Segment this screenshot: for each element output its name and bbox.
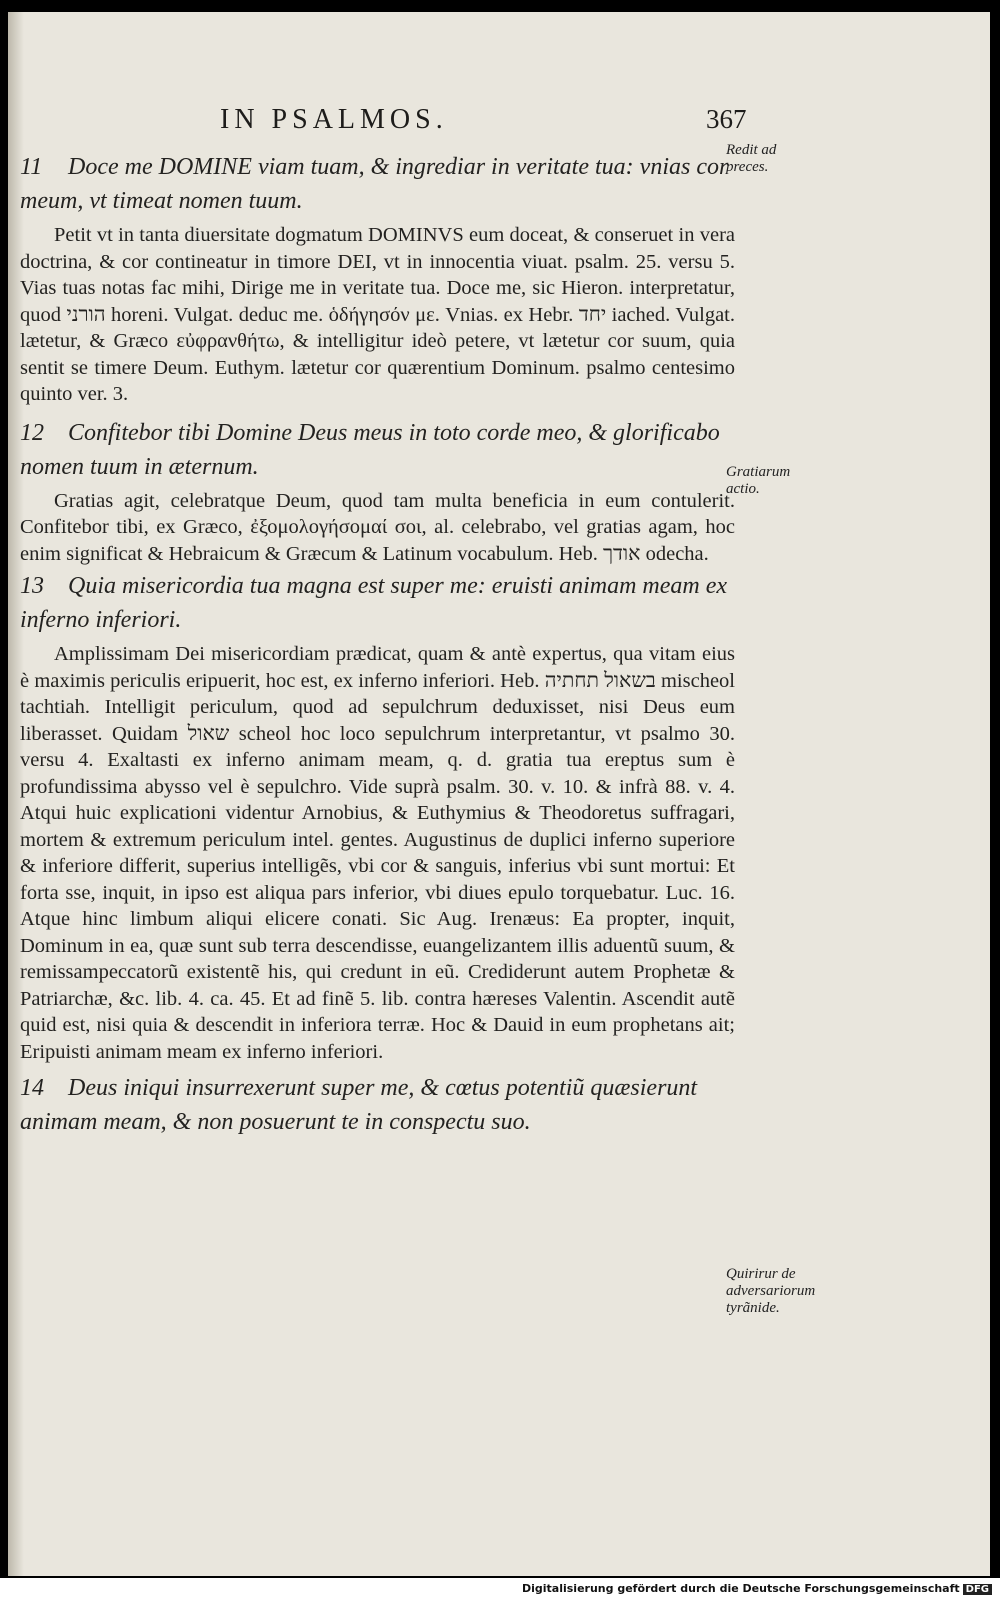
verse-11	[20, 150, 735, 218]
commentary-paragraph: Petit vt in tanta diuersitate dogmatum DOMINVS eum doceat, & conseruet in vera doctrina, & cor contineatur in timore DEI, vt in innocentia viuat. psalm. 25. versu 5. Vias tuas notas fac mihi, Dirige me in veritate tua. Doce me, sic Hieron. interpretatur, quod הורני horeni. Vulgat. deduc me. ὁδήγησόν με. Vnias. ex Hebr. יחד iached. Vulgat. lætetur, & Græco εὐφρανθήτω, & intelligitur ideò petere, vt lætetur cor suum, quia sentit se timere Deum. Euthym. lætetur cor quærentium Dominum. psalmo centesimo quinto ver. 3.	[20, 224, 736, 405]
verse-14	[20, 1071, 735, 1139]
verse-number: 14	[20, 1075, 44, 1101]
page-number: 367	[706, 104, 747, 134]
margin-note-quirirur: Quirirur de adversariorum tyrãnide.	[726, 1266, 816, 1316]
footer-bar	[0, 1578, 1000, 1601]
running-head: IN PSALMOS.	[220, 104, 448, 135]
margin-note-redit: Redit ad preces.	[726, 142, 777, 175]
verse-text: Deus iniqui insurrexerunt super me, & cœtus potentiũ quæsierunt animam meam, & non posuerunt te in conspectu suo.	[20, 1075, 698, 1135]
verse-number: 11	[20, 154, 43, 180]
verse-number: 12	[20, 419, 44, 446]
footer-credit	[522, 1582, 992, 1595]
commentary-paragraph: Amplissimam Dei misericordiam prædicat, quam & antè expertus, qua vitam eius è maximis periculis eripuerit, hoc est, ex inferno inferiori. Heb. בשאול תחתיה mischeol tachtiah. Intelligit periculum, quod ad sepulchrum deduxisset, nisi Deus eum liberasset. Quidam שאול scheol hoc loco sepulchrum interpretantur, vt psalmo 30. versu 4. Exaltasti ex inferno animam meam, q. d. gratia tua ereptus sum è profundissima abysso vel è sepulchro. Vide suprà psalm. 30. v. 10. & infrà 88. v. 4. Atqui huic explicationi videntur Arnobius, & Euthymius & Theodoretus suffragari, mortem & extremum periculum intel. gentes. Augustinus de duplici inferno superiore & inferiore differit, superius intelligẽs, vbi cor & sanguis, inferius vbi sunt mortui: Et forta sse, inquit, in ipso est aliqua pars inferior, vbi diues epulo torquebatur. Luc. 16. Atque hinc limbum aliqui elicere conati. Sic Aug. Irenæus: Ea propter, inquit, Dominum in ea, quæ sunt sub terra descendisse, euangelizantem illis aduentũ suum, & remissampeccatorũ existentẽ his, qui credunt in eũ. Crediderunt autem Prophetæ & Patriarchæ, &c. lib. 4. ca. 45. Et ad finẽ 5. lib. contra hæreses Valentin. Ascendit autẽ quid est, nisi quia & descendit in inferiora terræ. Hoc & Dauid in eum prophetans ait; Eripuisti animam meam ex inferno inferiori.	[20, 643, 735, 1063]
footer-credit-text: Digitalisierung gefördert durch die Deutsche Forschungsgemeinschaft	[521, 1582, 960, 1595]
verse-text: Confitebor tibi Domine Deus meus in toto corde meo, & glorificabo nomen tuum in æternum.	[20, 419, 720, 480]
main-text	[20, 150, 735, 1143]
verse-text: Doce me DOMINE viam tuam, & ingrediar in veritate tua: vnias cor meum, vt timeat nomen tuum.	[20, 154, 729, 214]
verse-12	[20, 416, 735, 484]
verse-13	[20, 569, 735, 637]
document-page	[8, 12, 990, 1576]
dfg-logo: DFG	[963, 1584, 992, 1595]
verse-number: 13	[20, 573, 44, 599]
verse-text: Quia misericordia tua magna est super me: eruisti animam meam ex inferno inferiori.	[20, 573, 728, 633]
margin-note-gratiarum: Gratiarum actio.	[726, 464, 791, 497]
commentary-paragraph: Gratias agit, celebratque Deum, quod tam multa beneficia in eum contulerit. Confitebor tibi, ex Græco, ἐξομολογήσομαί σοι, al. celebrabo, vel gratias agam, hoc enim significat & Hebraicum & Græcum & Latinum vocabulum. Heb. אודך odecha.	[20, 489, 735, 565]
